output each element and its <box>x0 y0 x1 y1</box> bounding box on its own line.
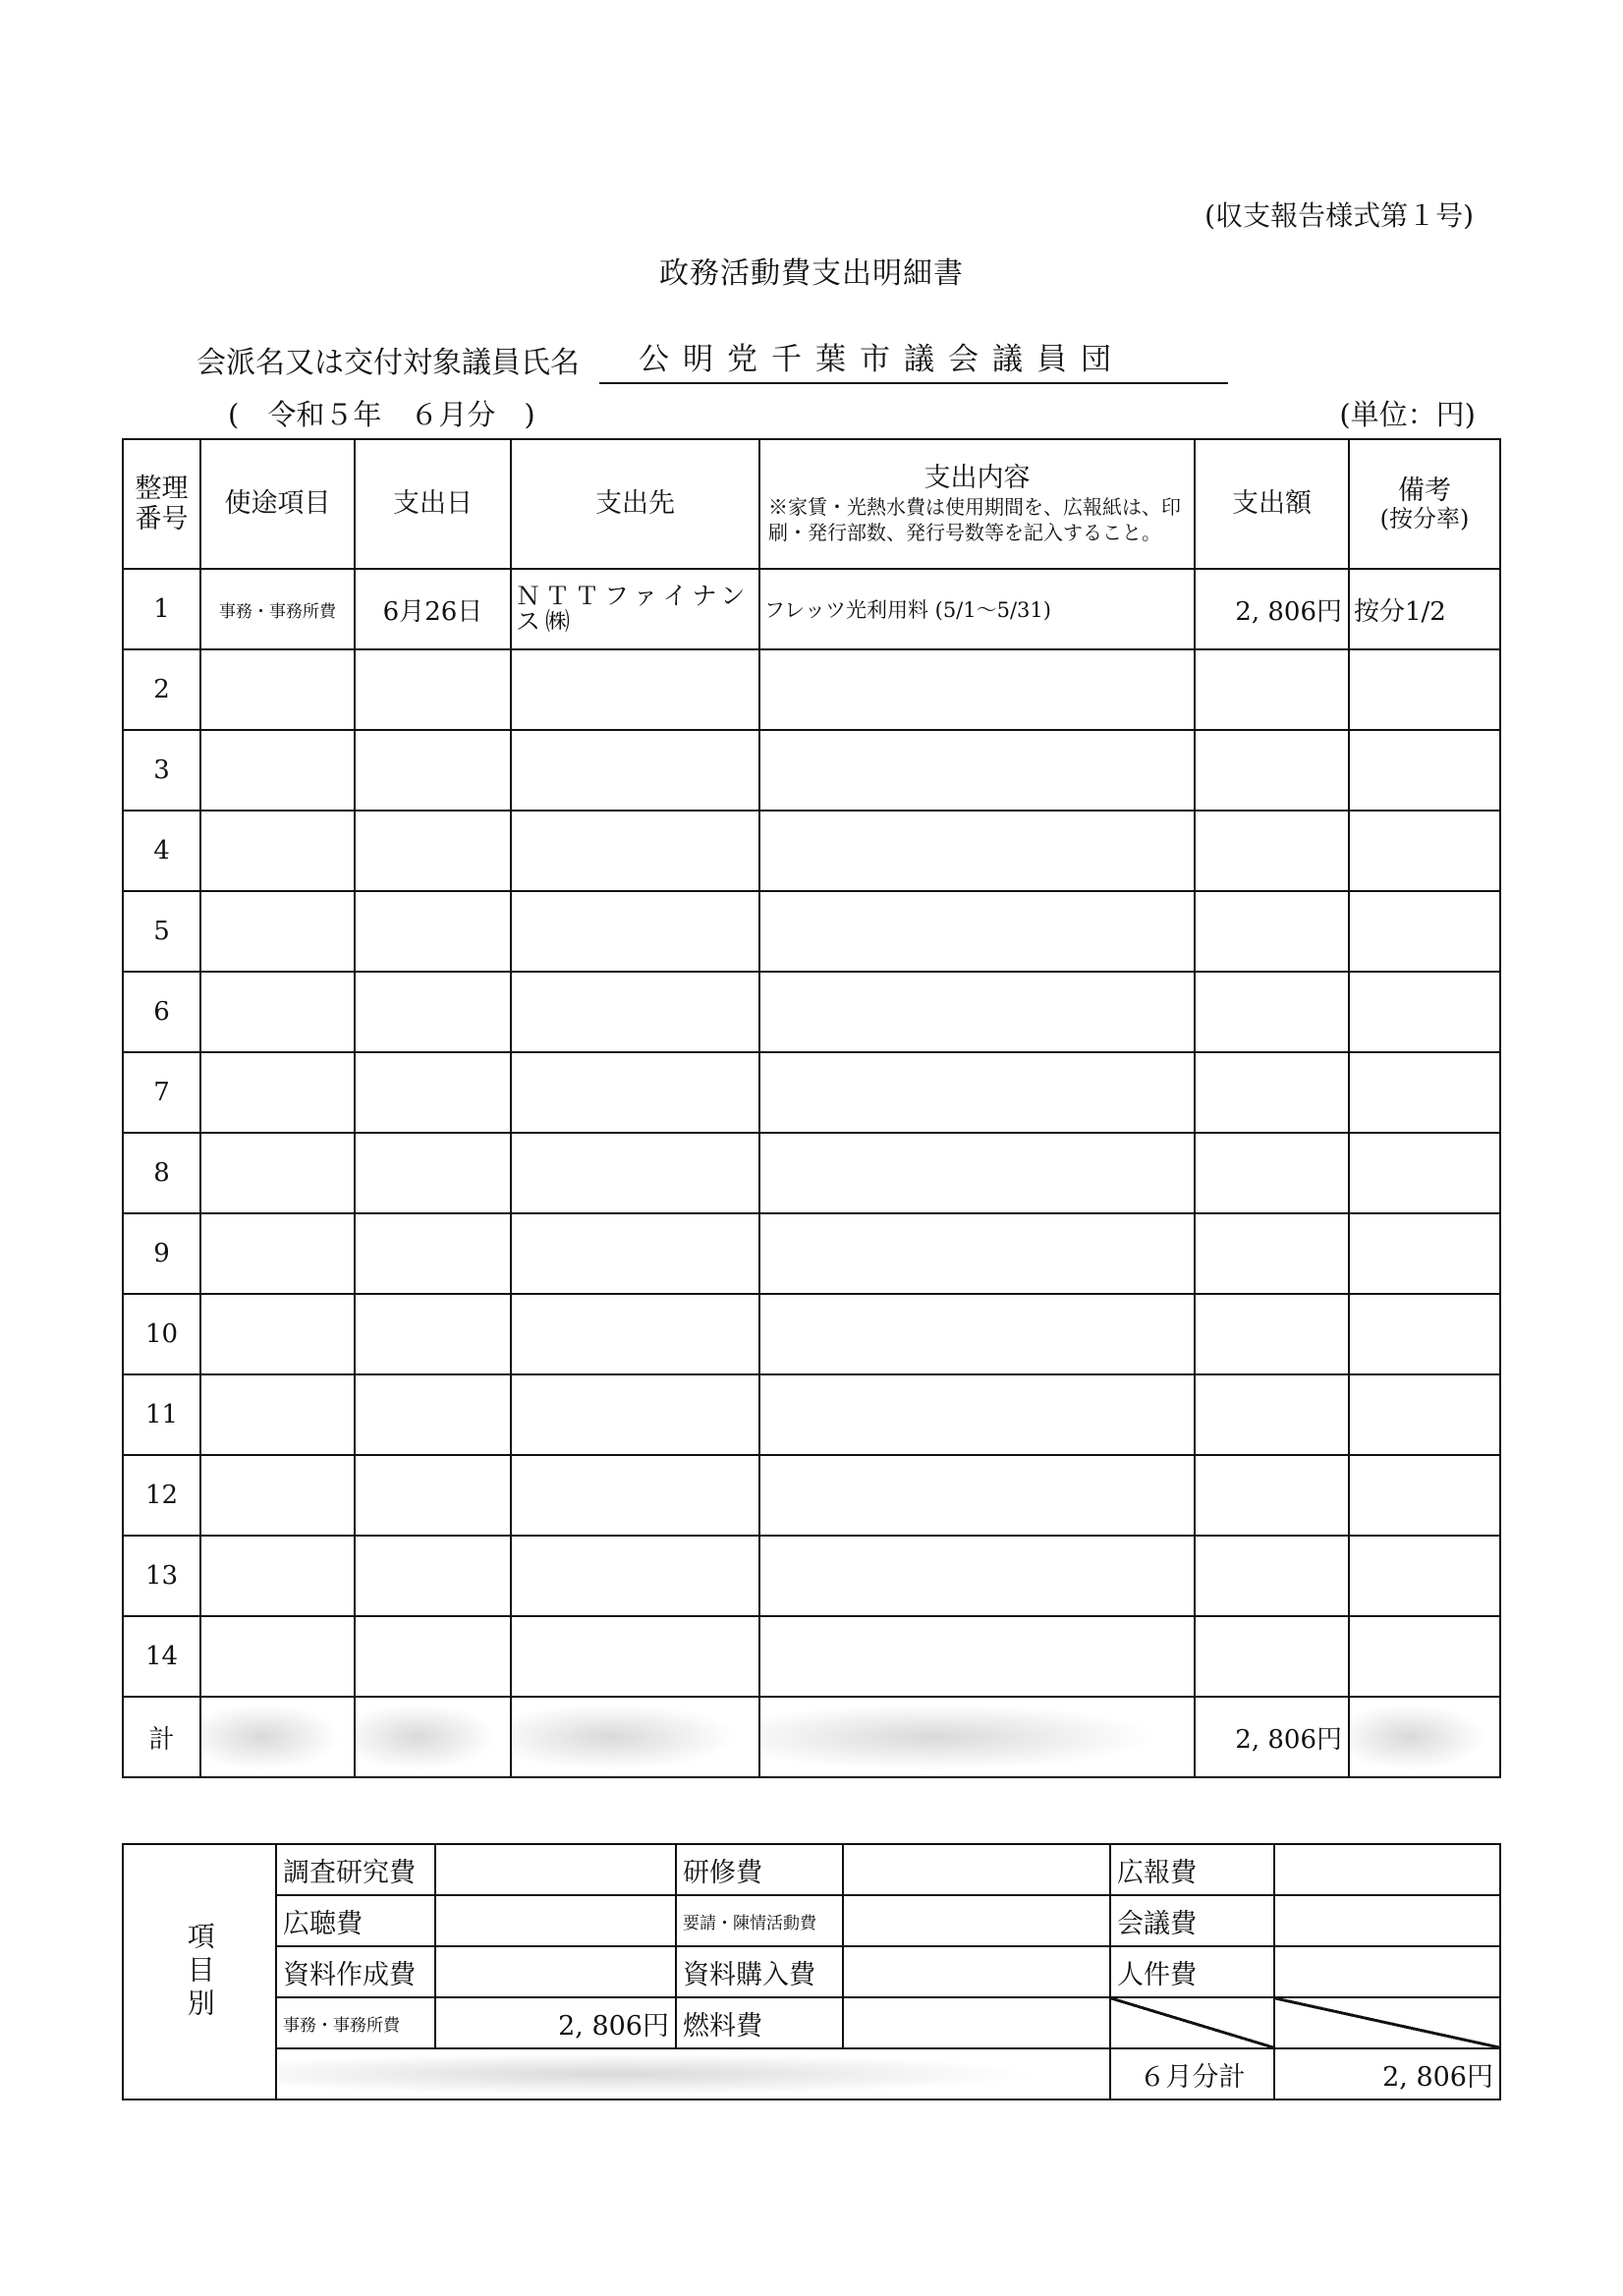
row-content <box>759 1133 1195 1213</box>
expense-table <box>122 438 1501 1778</box>
total-label: 計 <box>123 1697 200 1777</box>
header-number: 整理番号 <box>123 439 200 569</box>
row-category <box>200 1052 355 1133</box>
shaded-cell <box>759 1697 1195 1777</box>
row-number: 6 <box>123 972 200 1052</box>
row-content <box>759 891 1195 972</box>
row-payee <box>511 1052 759 1133</box>
petition-amount <box>843 1895 1110 1946</box>
row-payee <box>511 1294 759 1374</box>
row-remark <box>1349 1294 1500 1374</box>
publicity-label: 広報費 <box>1110 1844 1274 1895</box>
table-row <box>123 891 1500 972</box>
row-number: 11 <box>123 1374 200 1455</box>
row-payee <box>511 1616 759 1697</box>
diagonal-cell <box>1274 1997 1500 2048</box>
row-number: 10 <box>123 1294 200 1374</box>
row-payee <box>511 730 759 811</box>
personnel-label: 人件費 <box>1110 1946 1274 1997</box>
row-category <box>200 1294 355 1374</box>
row-amount: 2, 806円 <box>1195 569 1349 649</box>
total-amount: 2, 806円 <box>1195 1697 1349 1777</box>
row-payee <box>511 1133 759 1213</box>
row-payee <box>511 1455 759 1536</box>
row-remark <box>1349 1133 1500 1213</box>
header-amount: 支出額 <box>1195 439 1349 569</box>
row-amount <box>1195 1052 1349 1133</box>
shaded-cell <box>355 1697 511 1777</box>
table-row <box>123 811 1500 891</box>
total-row <box>123 1697 1500 1777</box>
row-amount <box>1195 1374 1349 1455</box>
office-label: 事務・事務所費 <box>276 1997 435 2048</box>
header-remark <box>1349 439 1500 569</box>
row-amount <box>1195 1294 1349 1374</box>
row-number: 2 <box>123 649 200 730</box>
unit-label: (単位：円) <box>1339 398 1476 431</box>
row-payee <box>511 891 759 972</box>
row-category <box>200 891 355 972</box>
row-amount <box>1195 811 1349 891</box>
publicity-amount <box>1274 1844 1500 1895</box>
row-number: 12 <box>123 1455 200 1536</box>
row-category <box>200 1616 355 1697</box>
row-category <box>200 811 355 891</box>
row-remark <box>1349 1536 1500 1616</box>
table-row <box>123 1455 1500 1536</box>
row-amount <box>1195 1133 1349 1213</box>
row-amount <box>1195 1213 1349 1294</box>
header-payee: 支出先 <box>511 439 759 569</box>
row-number: 7 <box>123 1052 200 1133</box>
row-date <box>355 891 511 972</box>
table-row <box>123 972 1500 1052</box>
row-content <box>759 1536 1195 1616</box>
material-purchase-label: 資料購入費 <box>676 1946 843 1997</box>
row-payee: ＮＴＴファイナンス㈱ <box>511 569 759 649</box>
row-date <box>355 1133 511 1213</box>
fuel-label: 燃料費 <box>676 1997 843 2048</box>
row-remark <box>1349 1374 1500 1455</box>
row-amount <box>1195 891 1349 972</box>
month-total-amount: 2, 806円 <box>1274 2048 1500 2100</box>
row-remark <box>1349 972 1500 1052</box>
row-payee <box>511 1213 759 1294</box>
row-remark <box>1349 1616 1500 1697</box>
personnel-amount <box>1274 1946 1500 1997</box>
row-date <box>355 811 511 891</box>
table-header-row <box>123 439 1500 569</box>
row-number: 5 <box>123 891 200 972</box>
row-amount <box>1195 1536 1349 1616</box>
row-remark <box>1349 1213 1500 1294</box>
row-remark <box>1349 649 1500 730</box>
table-row <box>123 1213 1500 1294</box>
header-remark-sub: (按分率) <box>1379 504 1470 532</box>
period: ( 令和５年 ６月分 ) <box>228 398 535 431</box>
row-payee <box>511 1536 759 1616</box>
table-row <box>123 730 1500 811</box>
training-amount <box>843 1844 1110 1895</box>
row-content: フレッツ光利用料 (5/1～5/31) <box>759 569 1195 649</box>
row-date <box>355 1213 511 1294</box>
header-content <box>759 439 1195 569</box>
table-row <box>123 569 1500 649</box>
row-category <box>200 972 355 1052</box>
hearing-amount <box>435 1895 676 1946</box>
training-label: 研修費 <box>676 1844 843 1895</box>
material-creation-label: 資料作成費 <box>276 1946 435 1997</box>
row-category <box>200 1374 355 1455</box>
research-amount <box>435 1844 676 1895</box>
row-content <box>759 1616 1195 1697</box>
office-amount: 2, 806円 <box>435 1997 676 2048</box>
row-category <box>200 649 355 730</box>
row-amount <box>1195 972 1349 1052</box>
row-remark: 按分1/2 <box>1349 569 1500 649</box>
row-date: 6月26日 <box>355 569 511 649</box>
table-row <box>123 649 1500 730</box>
header-category: 使途項目 <box>200 439 355 569</box>
table-row <box>123 1052 1500 1133</box>
form-code: (収支報告様式第１号) <box>1204 199 1474 232</box>
material-creation-amount <box>435 1946 676 1997</box>
meeting-label: 会議費 <box>1110 1895 1274 1946</box>
row-number: 8 <box>123 1133 200 1213</box>
row-remark <box>1349 1052 1500 1133</box>
row-content <box>759 972 1195 1052</box>
row-payee <box>511 811 759 891</box>
summary-side-label: 項目別 <box>123 1844 276 2100</box>
row-category <box>200 1536 355 1616</box>
row-remark <box>1349 730 1500 811</box>
header-date: 支出日 <box>355 439 511 569</box>
header-remark-title: 備考 <box>1398 475 1451 506</box>
row-content <box>759 1213 1195 1294</box>
row-category <box>200 1213 355 1294</box>
row-amount <box>1195 730 1349 811</box>
row-remark <box>1349 1455 1500 1536</box>
row-number: 1 <box>123 569 200 649</box>
row-payee <box>511 1374 759 1455</box>
hearing-label: 広聴費 <box>276 1895 435 1946</box>
faction-label: 会派名又は交付対象議員氏名 <box>196 346 580 380</box>
table-row <box>123 1536 1500 1616</box>
row-content <box>759 1052 1195 1133</box>
table-row <box>123 1374 1500 1455</box>
meeting-amount <box>1274 1895 1500 1946</box>
row-content <box>759 811 1195 891</box>
header-content-note: ※家賃・光熱水費は使用期間を、広報紙は、印刷・発行部数、発行号数等を記入すること。 <box>768 494 1181 544</box>
row-date <box>355 1294 511 1374</box>
category-summary-table <box>122 1843 1501 2100</box>
row-payee <box>511 972 759 1052</box>
row-content <box>759 649 1195 730</box>
faction-name: 公明党千葉市議会議員団 <box>599 334 1228 384</box>
month-total-label: ６月分計 <box>1110 2048 1274 2100</box>
shaded-cell <box>200 1697 355 1777</box>
shaded-cell <box>276 2048 1110 2100</box>
diagonal-cell <box>1110 1997 1274 2048</box>
row-date <box>355 1052 511 1133</box>
row-content <box>759 1455 1195 1536</box>
row-number: 3 <box>123 730 200 811</box>
row-content <box>759 1294 1195 1374</box>
row-date <box>355 1455 511 1536</box>
row-date <box>355 972 511 1052</box>
row-remark <box>1349 811 1500 891</box>
row-date <box>355 730 511 811</box>
shaded-cell <box>1349 1697 1500 1777</box>
table-row <box>123 1294 1500 1374</box>
header-content-title: 支出内容 <box>923 463 1031 494</box>
material-purchase-amount <box>843 1946 1110 1997</box>
table-row <box>123 1133 1500 1213</box>
row-number: 13 <box>123 1536 200 1616</box>
row-category <box>200 1133 355 1213</box>
row-amount <box>1195 1455 1349 1536</box>
row-date <box>355 649 511 730</box>
row-category <box>200 730 355 811</box>
row-date <box>355 1374 511 1455</box>
row-date <box>355 1536 511 1616</box>
fuel-amount <box>843 1997 1110 2048</box>
research-label: 調査研究費 <box>276 1844 435 1895</box>
row-category <box>200 1455 355 1536</box>
table-row <box>123 1616 1500 1697</box>
row-category: 事務・事務所費 <box>200 569 355 649</box>
row-remark <box>1349 891 1500 972</box>
row-content <box>759 1374 1195 1455</box>
petition-label: 要請・陳情活動費 <box>676 1895 843 1946</box>
row-amount <box>1195 1616 1349 1697</box>
row-amount <box>1195 649 1349 730</box>
row-content <box>759 730 1195 811</box>
document-title: 政務活動費支出明細書 <box>659 256 964 291</box>
row-payee <box>511 649 759 730</box>
shaded-cell <box>511 1697 759 1777</box>
row-number: 4 <box>123 811 200 891</box>
row-date <box>355 1616 511 1697</box>
row-number: 14 <box>123 1616 200 1697</box>
row-number: 9 <box>123 1213 200 1294</box>
